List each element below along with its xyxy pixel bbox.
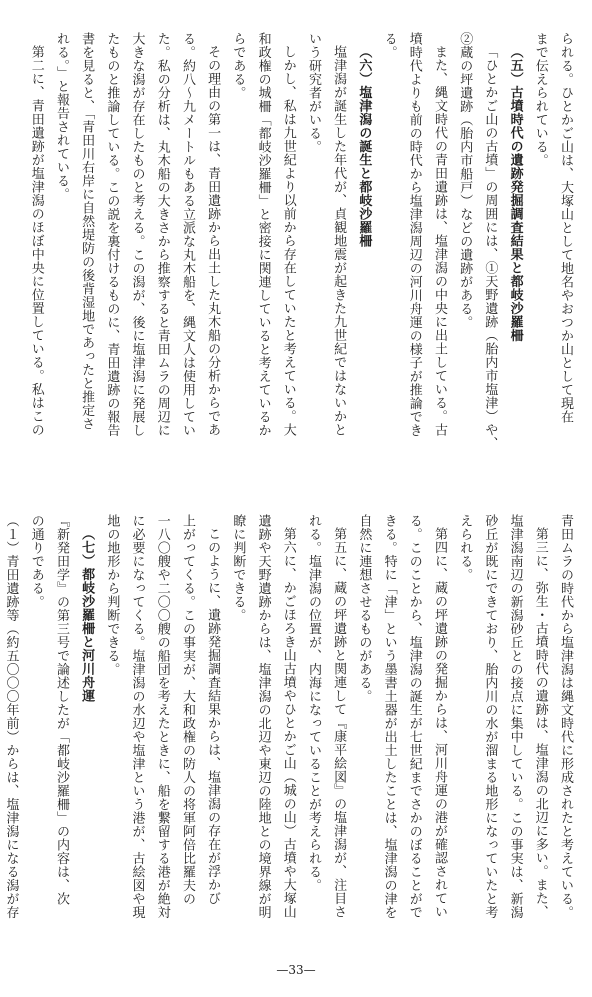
text-line: 第五に、蔵の坪遺跡と関連して『康平絵図』の塩津潟が、注目さ [331, 527, 347, 919]
section-heading-5: （五）古墳時代の遺跡発掘調査結果と都岐沙羅柵 [507, 45, 523, 342]
upper-text-block [12, 32, 578, 480]
text-line: 砂丘が既にできており、胎内川の水が溜まる地形になっていたと考 [482, 514, 498, 919]
text-line: （１）青田遺跡等（約五〇〇〇年前）からは、塩津潟になる潟が存 [3, 514, 19, 919]
text-line: このように、遺跡発掘調査結果からは、塩津潟の存在が浮かび [205, 527, 221, 905]
text-line: 上がってくる。この事実が、大和政権の防人の将軍阿倍比羅夫の [179, 514, 195, 906]
text-line: の通りである。 [28, 514, 44, 609]
text-line: れる。塩津潟の位置が、内海になっていることが考えられる。 [305, 514, 321, 892]
text-line: 瞭に判断できる。 [230, 514, 246, 622]
text-line: 第二に、青田遺跡が塩津潟のほぼ中央に位置している。私はこの [28, 45, 44, 437]
text-line: られる。ひとかご山は、大塚山として地名やおつか山として現在 [558, 32, 573, 424]
section-heading-6: （六）塩津潟の誕生と都岐沙羅柵 [356, 45, 372, 248]
text-line: 『新発田学』の第三号で論述したが「都岐沙羅柵」の内容は、次 [53, 514, 69, 906]
text-line: 塩津潟が誕生した年代が、貞観地震が起きた九世紀ではないかと [331, 45, 347, 437]
text-line: 青田ムラの時代から塩津潟は縄文時代に形成されたと考えている。 [558, 514, 573, 919]
text-line: る。約八〜九メートルもある立派な丸木船を、縄文人は使用してい [179, 32, 195, 437]
text-line: 第六に、かごほろき山古墳やひとかご山（城の山）古墳や大塚山 [280, 527, 296, 919]
text-line: いう研究者がいる。 [305, 32, 321, 154]
text-line: た。私の分析は、丸木船の大きさから推察すると青田ムラの周辺に [154, 32, 170, 437]
text-line: 墳時代よりも前の時代から塩津潟周辺の河川舟運の様子が推論でき [406, 32, 422, 437]
text-line: ②蔵の坪遺跡（胎内市船戸）などの遺跡がある。 [457, 32, 473, 329]
text-line: 遺跡や天野遺跡からは、塩津潟の北辺や東辺の陸地との境界線が明 [255, 514, 271, 919]
text-line: 和政権の城柵「都岐沙羅柵」と密接に関連していると考えているか [255, 32, 271, 437]
text-line: きる。特に「津」という墨書土器が出土したことは、塩津潟の津を [381, 514, 397, 919]
lower-text-block [3, 514, 578, 954]
text-line: 自然に連想させるものがある。 [356, 514, 372, 703]
text-line: らである。 [230, 32, 246, 100]
section-heading-7: （七）都岐沙羅柵と河川舟運 [79, 527, 95, 703]
text-line: る。このことから、塩津潟の誕生が七世紀までさかのぼることがで [406, 514, 422, 919]
text-line: 「ひとかご山の古墳」の周囲には、①天野遺跡（胎内市塩津）や、 [482, 45, 498, 450]
text-line: 第四に、蔵の坪遺跡の発掘からは、河川舟運の港が確認されてい [431, 527, 447, 919]
text-line: 第三に、弥生・古墳時代の遺跡は、塩津潟の北辺に多い。また、 [532, 527, 548, 919]
text-line: その理由の第一は、青田遺跡から出土した丸木船の分析からであ [205, 45, 221, 437]
text-line: 塩津潟南辺の新潟砂丘との接点に集中している。この事実は、新潟 [507, 514, 523, 919]
page-number: —33— [276, 963, 316, 977]
text-line: えられる。 [457, 514, 473, 582]
text-line: また、縄文時代の青田遺跡は、塩津潟の中央に出土している。古 [431, 45, 447, 437]
text-line: たものと推論している。この説を裏付けるものに、青田遺跡の報告 [104, 32, 120, 437]
text-line: まで伝えられている。 [532, 32, 548, 167]
text-line: 書を見ると、「青田川右岸に自然堤防の後背湿地であったと推定さ [79, 32, 95, 431]
text-line: に必要になってくる。塩津潟の水辺や塩津という港が、古絵図や現 [129, 514, 145, 919]
text-line: れる。」と報告されている。 [53, 32, 69, 201]
text-line: 一八〇艘や二〇〇艘の船団を考えたときに、船を繋留する港が絶対 [154, 514, 170, 919]
text-line: る。 [381, 32, 397, 59]
text-line: 大きな潟が存在したものと考える。この潟が、後に塩津潟に発展し [129, 32, 145, 437]
text-line: 地の地形から判断できる。 [104, 514, 120, 676]
text-line: しかし、私は九世紀より以前から存在していたと考えている。大 [280, 45, 296, 437]
